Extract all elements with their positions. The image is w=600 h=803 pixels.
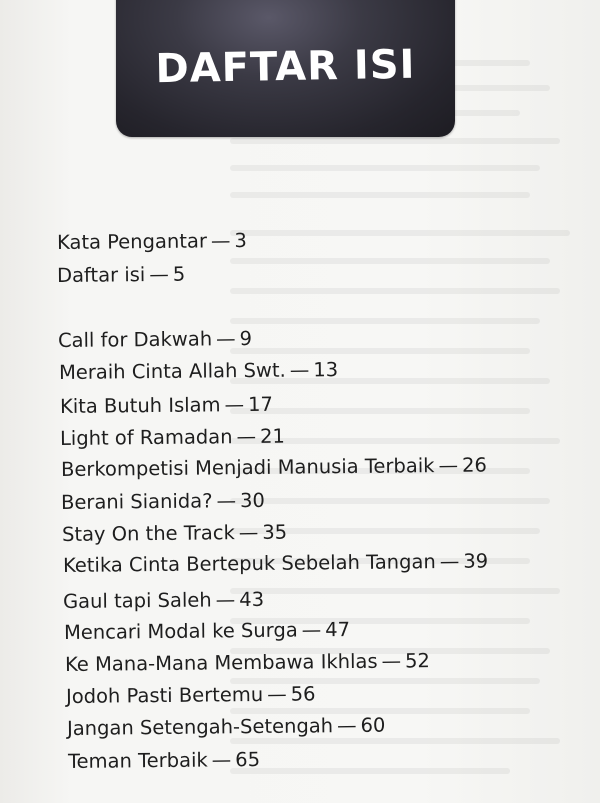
toc-entry-title: Kata Pengantar xyxy=(56,229,208,254)
toc-entry-title: Daftar isi xyxy=(56,263,146,287)
toc-entry-page: 9 xyxy=(239,326,253,351)
toc-entry xyxy=(62,520,287,548)
toc-entry xyxy=(60,392,273,420)
toc-dash: — xyxy=(289,358,310,382)
toc-entry-page: 17 xyxy=(247,392,274,417)
toc-entry-title: Call for Dakwah xyxy=(57,327,213,352)
toc-entry-title: Ke Mana-Mana Membawa Ikhlas xyxy=(64,649,378,676)
toc-entry-page: 52 xyxy=(404,649,431,673)
toc-entry-title: Berkompetisi Menjadi Manusia Terbaik xyxy=(60,454,435,481)
toc-entry xyxy=(60,424,285,452)
toc-entry-page: 26 xyxy=(461,453,487,477)
toc-entry xyxy=(57,228,247,256)
toc-dash: — xyxy=(215,588,236,612)
toc-entry xyxy=(57,262,185,289)
toc-entry xyxy=(65,648,430,678)
toc-entry-page: 30 xyxy=(239,488,265,513)
toc-entry-page: 47 xyxy=(325,618,351,642)
toc-dash: — xyxy=(336,713,357,738)
toc-dash: — xyxy=(224,393,245,417)
toc-entry-page: 60 xyxy=(360,713,386,737)
toc-entry xyxy=(59,357,338,386)
toc-dash: — xyxy=(238,520,259,545)
toc-entry xyxy=(61,488,265,516)
toc-entry-title: Ketika Cinta Bertepuk Sebelah Tangan xyxy=(62,550,436,577)
toc-entry-title: Light of Ramadan xyxy=(59,425,233,450)
toc-entry-title: Meraih Cinta Allah Swt. xyxy=(58,358,286,384)
toc-entry-title: Jangan Setengah-Setengah xyxy=(66,714,334,740)
toc-entry xyxy=(63,549,488,579)
toc-entry-page: 13 xyxy=(313,358,339,382)
toc-dash: — xyxy=(216,489,237,513)
toc-entry-page: 43 xyxy=(239,587,265,612)
toc-entry-page: 3 xyxy=(234,229,247,253)
toc-dash: — xyxy=(438,453,459,478)
toc-entry xyxy=(63,587,264,615)
toc-entry-page: 65 xyxy=(235,747,261,772)
toc-entry-title: Mencari Modal ke Surga xyxy=(63,618,298,644)
toc-entry-title: Jodoh Pasti Bertemu xyxy=(65,682,264,708)
toc-entry-title: Teman Terbaik xyxy=(67,748,208,773)
toc-entry xyxy=(61,453,487,483)
toc-entry-page: 5 xyxy=(172,262,186,286)
toc-entry-title: Gaul tapi Saleh xyxy=(62,588,212,613)
toc-dash: — xyxy=(210,229,231,253)
toc-entry-page: 56 xyxy=(290,682,316,706)
toc-entry-page: 35 xyxy=(262,520,288,544)
toc-dash: — xyxy=(381,649,402,673)
toc-dash: — xyxy=(215,327,236,351)
toc-entry-title: Kita Butuh Islam xyxy=(59,393,221,418)
page-title: DAFTAR ISI xyxy=(155,41,416,93)
toc-dash: — xyxy=(149,262,169,287)
toc-entry-page: 21 xyxy=(259,424,285,448)
toc-entry-title: Stay On the Track xyxy=(61,521,235,546)
toc-entry-page: 39 xyxy=(463,549,489,573)
toc-dash: — xyxy=(236,424,257,449)
toc-entry xyxy=(68,747,260,775)
toc-dash: — xyxy=(301,618,322,642)
toc-entry xyxy=(66,681,316,710)
toc-dash: — xyxy=(211,748,232,772)
toc-dash: — xyxy=(439,549,460,574)
toc-entry xyxy=(64,617,350,646)
toc-entry-title: Berani Sianida? xyxy=(60,489,213,514)
toc-entry xyxy=(58,326,252,354)
toc-dash: — xyxy=(267,682,287,706)
toc-entry xyxy=(67,713,386,742)
